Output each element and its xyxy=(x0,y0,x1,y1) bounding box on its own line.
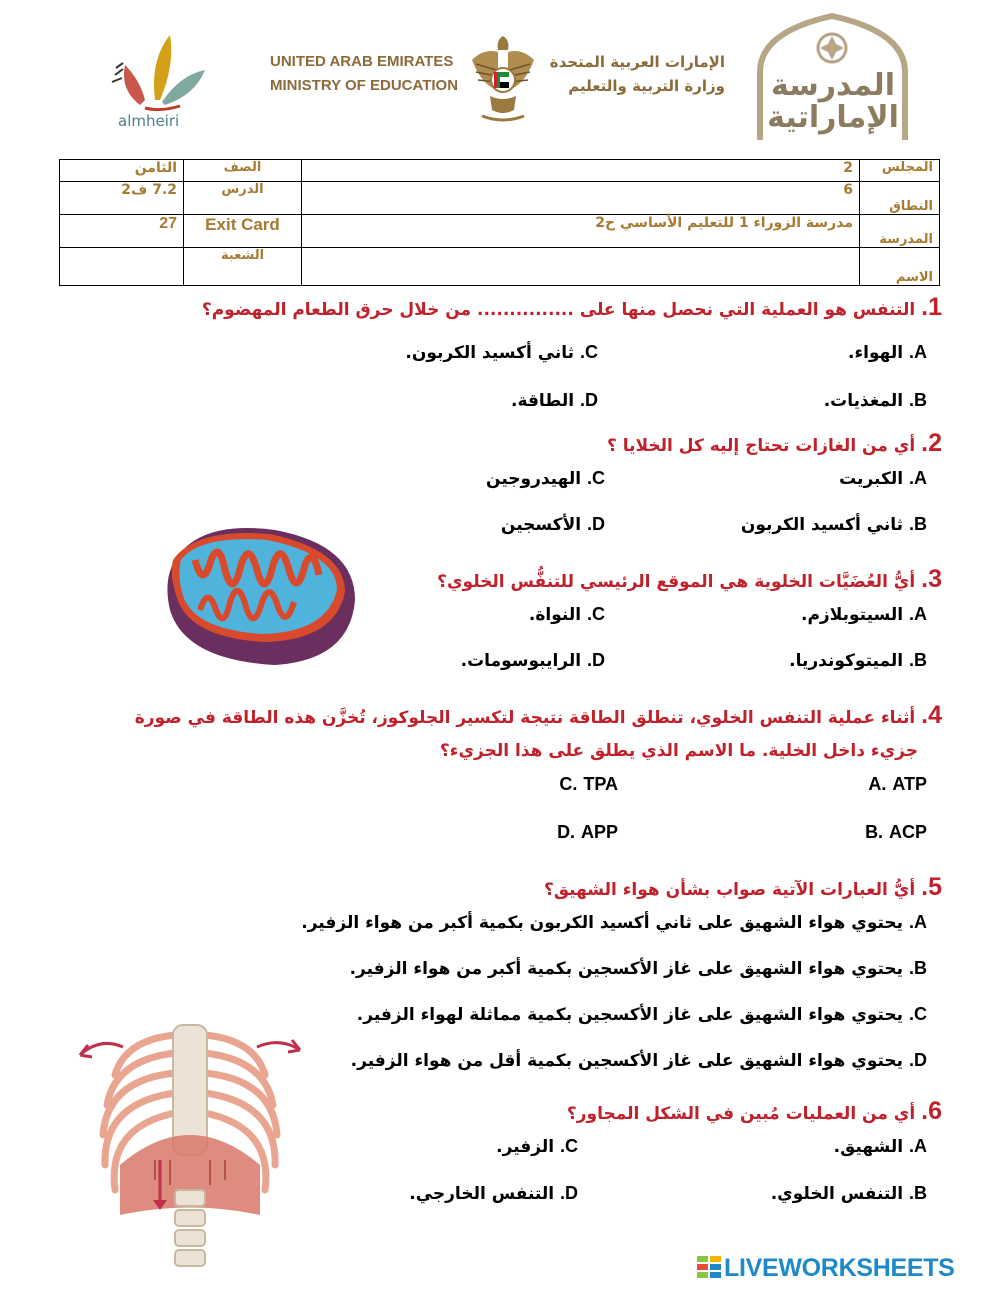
q1-option-c-text: ثاني أكسيد الكربون. xyxy=(405,343,575,363)
uae-en-line2: MINISTRY OF EDUCATION xyxy=(270,77,459,94)
q3-option-b[interactable]: B. الميتوكوندريا. xyxy=(789,650,927,671)
exit-card-label: Exit Card xyxy=(184,215,302,248)
question-6-text: أي من العمليات مُبين في الشكل المجاور؟ xyxy=(566,1104,916,1124)
q1-option-c[interactable]: C. ثاني أكسيد الكربون. xyxy=(405,342,598,363)
q1-option-b[interactable]: B. المغذيات. xyxy=(823,390,927,411)
school-value: مدرسة الزوراء 1 للتعليم الأساسي ح2 xyxy=(302,215,860,248)
almheiri-label: almheiri xyxy=(118,112,180,130)
q5-option-b[interactable]: B. يحتوي هواء الشهيق على غاز الأكسجين بكمية أكبر من هواء الزفير. xyxy=(349,958,927,979)
q2-option-b[interactable]: B. ثاني أكسيد الكربون xyxy=(740,514,927,535)
school-name xyxy=(748,70,918,134)
council-value: 2 xyxy=(302,160,860,182)
question-4-number: 4. xyxy=(921,701,942,729)
q3-option-c[interactable]: C. النواة. xyxy=(528,604,605,625)
question-3-text: أيُّ العُضَيَّات الخلوية هي الموقع الرئيسي للتنفُّس الخلوي؟ xyxy=(437,572,916,592)
question-6-number: 6. xyxy=(921,1097,942,1125)
name-label: الاسم xyxy=(860,248,940,286)
q6-option-b[interactable]: B. التنفس الخلوي. xyxy=(770,1183,927,1204)
q6-option-c-text: الزفير. xyxy=(496,1137,555,1157)
q2-option-a[interactable]: A. الكبريت xyxy=(839,468,927,489)
q6-option-c[interactable]: C. الزفير. xyxy=(496,1136,578,1157)
q4-option-d[interactable]: D. APP xyxy=(557,822,618,842)
q5-option-a-text: يحتوي هواء الشهيق على ثاني أكسيد الكربون بكمية أكبر من هواء الزفير. xyxy=(301,913,904,933)
question-4-text: أثناء عملية التنفس الخلوي، تنطلق الطاقة نتيجة لتكسير الجلوكوز، تُخزَّن هذه الطاقة في صورة xyxy=(134,708,916,728)
q1-option-b-text: المغذيات. xyxy=(823,391,904,411)
q5-option-d[interactable]: D. يحتوي هواء الشهيق على غاز الأكسجين بكمية أقل من هواء الزفير. xyxy=(350,1050,927,1071)
q3-option-a[interactable]: A. السيتوبلازم. xyxy=(801,604,927,625)
lesson-label: الدرس xyxy=(184,182,302,215)
q5-option-c-text: يحتوي هواء الشهيق على غاز الأكسجين بكمية مماثلة لهواء الزفير. xyxy=(356,1005,904,1025)
question-5-number: 5. xyxy=(921,873,942,901)
school-name-line2: الإماراتية xyxy=(767,100,899,135)
q6-option-d[interactable]: D. التنفس الخارجي. xyxy=(409,1183,578,1204)
question-4-continued: جزيء داخل الخلية. ما الاسم الذي يطلق على هذا الجزيء؟ xyxy=(439,741,918,761)
liveworksheets-brand: LIVEWORKSHEETS xyxy=(724,1254,955,1282)
q2-option-c[interactable]: C. الهيدروجين xyxy=(486,468,605,489)
q2-option-c-text: الهيدروجين xyxy=(486,469,582,489)
grade-label: الصف xyxy=(184,160,302,182)
q2-option-d-text: الأكسجين xyxy=(500,515,582,535)
question-2-number: 2. xyxy=(921,429,942,457)
q3-option-b-text: الميتوكوندريا. xyxy=(789,651,904,671)
q3-option-c-text: النواة. xyxy=(528,605,582,625)
q6-option-a-text: الشهيق. xyxy=(833,1137,904,1157)
q3-option-a-text: السيتوبلازم. xyxy=(801,605,904,625)
q6-option-a[interactable]: A. الشهيق. xyxy=(833,1136,927,1157)
q3-option-d[interactable]: D. الرايبوسومات. xyxy=(460,650,605,671)
q2-option-d[interactable]: D. الأكسجين xyxy=(500,514,605,535)
zone-label: النطاق xyxy=(860,182,940,215)
q5-option-a[interactable]: A. يحتوي هواء الشهيق على ثاني أكسيد الكربون بكمية أكبر من هواء الزفير. xyxy=(301,912,927,933)
info-row-zone xyxy=(60,182,940,215)
uae-en-line1: UNITED ARAB EMIRATES xyxy=(270,53,454,70)
question-5-text: أيُّ العبارات الآتية صواب بشأن هواء الشهيق؟ xyxy=(543,880,916,900)
uae-emblem-icon xyxy=(464,30,542,128)
lesson-value: 7.2 ف2 xyxy=(60,182,184,215)
exit-card-number: 27 xyxy=(60,215,184,248)
q4-option-b[interactable]: B. ACP xyxy=(865,822,927,842)
liveworksheets-logo-icon xyxy=(697,1256,721,1284)
question-4 xyxy=(135,700,942,733)
mitochondria-illustration xyxy=(155,520,360,670)
q1-option-a-text: الهواء. xyxy=(847,343,904,363)
question-5 xyxy=(544,872,942,905)
uae-ar-line2: وزارة التربية والتعليم xyxy=(568,77,725,95)
info-table xyxy=(59,159,940,286)
q4-option-b-text: ACP xyxy=(888,822,927,842)
q4-option-a[interactable]: A. ATP xyxy=(868,774,927,794)
q6-option-b-text: التنفس الخلوي. xyxy=(770,1184,904,1204)
question-2-text: أي من الغازات تحتاج إليه كل الخلايا ؟ xyxy=(606,436,916,456)
question-2 xyxy=(607,428,942,461)
grade-value: الثامن xyxy=(60,160,184,182)
uae-ar-line1: الإمارات العربية المتحدة xyxy=(549,53,725,71)
name-field[interactable] xyxy=(302,248,860,286)
section-field[interactable] xyxy=(60,248,184,286)
info-row-council xyxy=(60,160,940,182)
q2-option-b-text: ثاني أكسيد الكربون xyxy=(740,515,904,535)
q4-option-d-text: APP xyxy=(580,822,618,842)
q4-option-c-text: TPA xyxy=(583,774,618,794)
q5-option-d-text: يحتوي هواء الشهيق على غاز الأكسجين بكمية أقل من هواء الزفير. xyxy=(350,1051,904,1071)
info-row-name xyxy=(60,248,940,286)
q4-option-a-text: ATP xyxy=(892,774,927,794)
q2-option-a-text: الكبريت xyxy=(839,469,904,489)
ministry-english-name xyxy=(270,50,460,98)
council-label: المجلس xyxy=(860,160,940,182)
q1-option-a[interactable]: A. الهواء. xyxy=(847,342,927,363)
q1-option-d-text: الطاقة. xyxy=(511,391,575,411)
question-3 xyxy=(437,564,942,597)
question-3-number: 3. xyxy=(921,565,942,593)
q5-option-b-text: يحتوي هواء الشهيق على غاز الأكسجين بكمية أكبر من هواء الزفير. xyxy=(349,959,904,979)
section-label: الشعبة xyxy=(184,248,302,286)
question-1 xyxy=(202,292,942,325)
q5-option-c[interactable]: C. يحتوي هواء الشهيق على غاز الأكسجين بكمية مماثلة لهواء الزفير. xyxy=(356,1004,927,1025)
q3-option-d-text: الرايبوسومات. xyxy=(460,651,582,671)
q1-option-d[interactable]: D. الطاقة. xyxy=(511,390,598,411)
question-6 xyxy=(567,1096,942,1129)
q4-option-c[interactable]: C. TPA xyxy=(559,774,618,794)
info-row-school xyxy=(60,215,940,248)
question-1-number: 1. xyxy=(921,293,942,321)
question-1-text: التنفس هو العملية التي نحصل منها على ............... من خلال حرق الطعام المهضوم؟ xyxy=(201,300,916,320)
ministry-arabic-name xyxy=(545,50,725,98)
ribcage-illustration xyxy=(75,1015,305,1275)
school-name-line1: المدرسة xyxy=(771,68,895,103)
zone-value: 6 xyxy=(302,182,860,215)
q6-option-d-text: التنفس الخارجي. xyxy=(409,1184,555,1204)
school-label: المدرسة xyxy=(860,215,940,248)
